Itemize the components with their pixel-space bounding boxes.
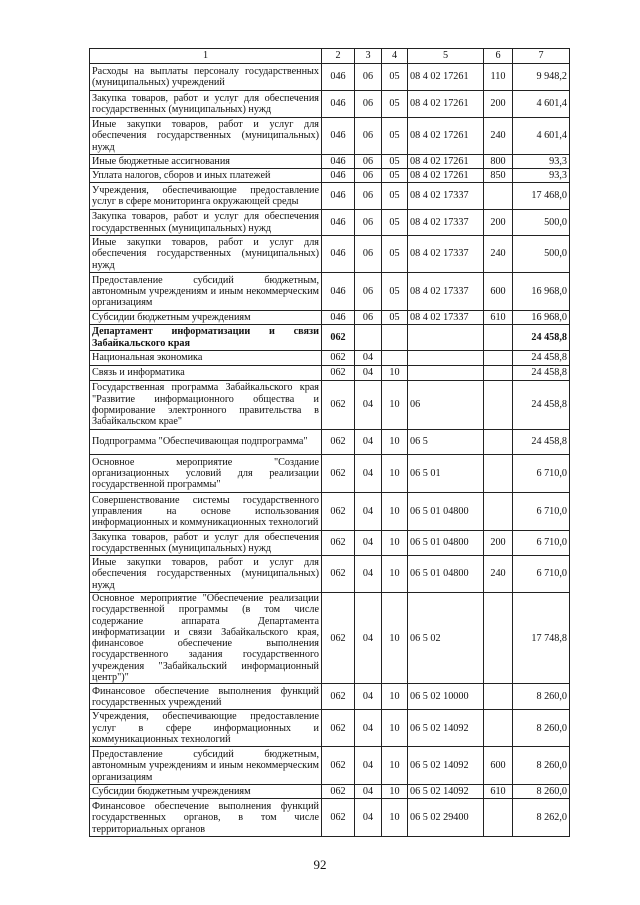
ministry-code: 062 [322, 366, 355, 381]
expense-type-code: 800 [484, 155, 513, 169]
section-code: 04 [355, 381, 382, 430]
column-header: 3 [355, 49, 382, 64]
target-article-code: 06 5 01 04800 [408, 556, 484, 593]
subsection-code: 05 [382, 155, 408, 169]
ministry-code: 062 [322, 381, 355, 430]
subsection-code: 10 [382, 710, 408, 747]
section-code: 06 [355, 64, 382, 91]
subsection-code [382, 325, 408, 351]
column-number-row [90, 49, 570, 64]
ministry-code: 062 [322, 351, 355, 366]
section-code: 04 [355, 710, 382, 747]
row-name: Основное мероприятие "Обеспечение реализации государственной программы (в том числе содержание аппарата Департамента информатизации и связи Забайкальского края, финансовое обеспечение выполнения государственного задания государственного учреждения "Забайкальский информационный центр")" [90, 593, 322, 684]
ministry-code: 046 [322, 273, 355, 311]
ministry-code: 046 [322, 169, 355, 183]
amount: 6 710,0 [513, 531, 570, 556]
amount: 24 458,8 [513, 430, 570, 455]
amount: 8 260,0 [513, 710, 570, 747]
column-header: 5 [408, 49, 484, 64]
amount: 17 748,8 [513, 593, 570, 684]
row-name: Совершенствование системы государственного управления на основе использования информационных и коммуникационных технологий [90, 493, 322, 531]
section-code: 06 [355, 311, 382, 325]
subsection-code: 10 [382, 799, 408, 837]
row-name: Основное мероприятие "Создание организационных условий для реализации государственной программы" [90, 455, 322, 493]
expense-type-code [484, 430, 513, 455]
section-code: 04 [355, 684, 382, 710]
expense-type-code: 110 [484, 64, 513, 91]
row-name: Иные бюджетные ассигнования [90, 155, 322, 169]
section-code: 04 [355, 455, 382, 493]
subsection-code: 10 [382, 366, 408, 381]
ministry-code: 046 [322, 118, 355, 155]
row-name: Департамент информатизации и связи Забайкальского края [90, 325, 322, 351]
table-row [90, 325, 570, 351]
table-row [90, 169, 570, 183]
subsection-code: 10 [382, 531, 408, 556]
table-row [90, 799, 570, 837]
expense-type-code: 200 [484, 210, 513, 236]
amount: 8 262,0 [513, 799, 570, 837]
section-code: 04 [355, 785, 382, 799]
ministry-code: 062 [322, 455, 355, 493]
expense-type-code [484, 799, 513, 837]
target-article-code: 08 4 02 17337 [408, 210, 484, 236]
table-row [90, 236, 570, 273]
amount: 500,0 [513, 210, 570, 236]
column-header: 2 [322, 49, 355, 64]
row-name: Уплата налогов, сборов и иных платежей [90, 169, 322, 183]
section-code: 06 [355, 183, 382, 210]
target-article-code: 08 4 02 17337 [408, 311, 484, 325]
table-row [90, 366, 570, 381]
ministry-code: 046 [322, 236, 355, 273]
section-code: 04 [355, 366, 382, 381]
target-article-code: 06 5 01 04800 [408, 493, 484, 531]
row-name: Предоставление субсидий бюджетным, автономным учреждениям и иным некоммерческим организациям [90, 273, 322, 311]
subsection-code: 10 [382, 430, 408, 455]
expense-type-code [484, 351, 513, 366]
subsection-code: 05 [382, 169, 408, 183]
expense-type-code: 600 [484, 747, 513, 785]
row-name: Иные закупки товаров, работ и услуг для обеспечения государственных (муниципальных) нужд [90, 118, 322, 155]
ministry-code: 046 [322, 210, 355, 236]
section-code: 06 [355, 236, 382, 273]
subsection-code: 05 [382, 64, 408, 91]
amount: 16 968,0 [513, 311, 570, 325]
ministry-code: 062 [322, 556, 355, 593]
amount: 93,3 [513, 169, 570, 183]
section-code: 04 [355, 799, 382, 837]
amount: 24 458,8 [513, 351, 570, 366]
amount: 17 468,0 [513, 183, 570, 210]
ministry-code: 062 [322, 747, 355, 785]
section-code: 04 [355, 593, 382, 684]
table-row [90, 155, 570, 169]
target-article-code: 08 4 02 17337 [408, 273, 484, 311]
section-code: 04 [355, 430, 382, 455]
table-row [90, 493, 570, 531]
expense-type-code [484, 493, 513, 531]
ministry-code: 062 [322, 684, 355, 710]
subsection-code: 05 [382, 273, 408, 311]
section-code: 06 [355, 210, 382, 236]
table-row [90, 351, 570, 366]
column-header: 4 [382, 49, 408, 64]
target-article-code: 08 4 02 17261 [408, 64, 484, 91]
expense-type-code: 600 [484, 273, 513, 311]
row-name: Подпрограмма "Обеспечивающая подпрограмма" [90, 430, 322, 455]
table-row [90, 381, 570, 430]
amount: 4 601,4 [513, 91, 570, 118]
expense-type-code: 240 [484, 556, 513, 593]
table-row [90, 455, 570, 493]
expense-type-code [484, 325, 513, 351]
expense-type-code [484, 381, 513, 430]
table-row [90, 710, 570, 747]
amount: 9 948,2 [513, 64, 570, 91]
target-article-code: 06 5 01 [408, 455, 484, 493]
subsection-code: 05 [382, 183, 408, 210]
target-article-code: 06 5 02 14092 [408, 710, 484, 747]
target-article-code: 08 4 02 17261 [408, 91, 484, 118]
target-article-code: 08 4 02 17261 [408, 118, 484, 155]
table-row [90, 785, 570, 799]
target-article-code: 06 5 02 29400 [408, 799, 484, 837]
target-article-code: 06 5 02 [408, 593, 484, 684]
row-name: Финансовое обеспечение выполнения функций государственных органов, в том числе территориальных органов [90, 799, 322, 837]
target-article-code: 06 5 02 14092 [408, 747, 484, 785]
ministry-code: 046 [322, 155, 355, 169]
expense-type-code: 200 [484, 91, 513, 118]
expense-type-code [484, 183, 513, 210]
expense-type-code [484, 455, 513, 493]
target-article-code: 08 4 02 17261 [408, 155, 484, 169]
row-name: Расходы на выплаты персоналу государственных (муниципальных) учреждений [90, 64, 322, 91]
subsection-code: 10 [382, 785, 408, 799]
ministry-code: 046 [322, 183, 355, 210]
column-header: 6 [484, 49, 513, 64]
expense-type-code [484, 684, 513, 710]
target-article-code [408, 325, 484, 351]
target-article-code: 08 4 02 17261 [408, 169, 484, 183]
table-row [90, 273, 570, 311]
subsection-code: 05 [382, 311, 408, 325]
row-name: Закупка товаров, работ и услуг для обеспечения государственных (муниципальных) нужд [90, 91, 322, 118]
table-row [90, 593, 570, 684]
row-name: Иные закупки товаров, работ и услуг для обеспечения государственных (муниципальных) нужд [90, 236, 322, 273]
amount: 24 458,8 [513, 366, 570, 381]
table-row [90, 556, 570, 593]
target-article-code: 06 5 01 04800 [408, 531, 484, 556]
amount: 6 710,0 [513, 556, 570, 593]
subsection-code: 10 [382, 747, 408, 785]
ministry-code: 062 [322, 593, 355, 684]
expense-type-code: 850 [484, 169, 513, 183]
target-article-code: 08 4 02 17337 [408, 183, 484, 210]
row-name: Связь и информатика [90, 366, 322, 381]
table-body [90, 64, 570, 837]
subsection-code: 10 [382, 455, 408, 493]
page-number: 92 [313, 857, 327, 872]
subsection-code: 10 [382, 381, 408, 430]
table-row [90, 430, 570, 455]
amount: 6 710,0 [513, 455, 570, 493]
ministry-code: 062 [322, 430, 355, 455]
expense-type-code: 200 [484, 531, 513, 556]
subsection-code [382, 351, 408, 366]
row-name: Субсидии бюджетным учреждениям [90, 785, 322, 799]
expense-type-code: 240 [484, 236, 513, 273]
amount: 93,3 [513, 155, 570, 169]
row-name: Иные закупки товаров, работ и услуг для обеспечения государственных (муниципальных) нужд [90, 556, 322, 593]
section-code: 06 [355, 155, 382, 169]
row-name: Учреждения, обеспечивающие предоставление услуг в сфере мониторинга окружающей среды [90, 183, 322, 210]
amount: 8 260,0 [513, 785, 570, 799]
section-code: 06 [355, 273, 382, 311]
amount: 500,0 [513, 236, 570, 273]
section-code: 04 [355, 747, 382, 785]
ministry-code: 062 [322, 785, 355, 799]
amount: 6 710,0 [513, 493, 570, 531]
table-row [90, 64, 570, 91]
section-code: 04 [355, 351, 382, 366]
ministry-code: 062 [322, 493, 355, 531]
column-header: 1 [90, 49, 322, 64]
expense-type-code: 610 [484, 785, 513, 799]
row-name: Государственная программа Забайкальского края "Развитие информационного общества и формирование электронного правительства в Забайкальском крае" [90, 381, 322, 430]
subsection-code: 10 [382, 684, 408, 710]
row-name: Закупка товаров, работ и услуг для обеспечения государственных (муниципальных) нужд [90, 210, 322, 236]
ministry-code: 062 [322, 325, 355, 351]
target-article-code: 06 [408, 381, 484, 430]
amount: 4 601,4 [513, 118, 570, 155]
amount: 8 260,0 [513, 747, 570, 785]
amount: 24 458,8 [513, 381, 570, 430]
budget-table [89, 48, 570, 837]
subsection-code: 10 [382, 593, 408, 684]
table-row [90, 311, 570, 325]
target-article-code: 08 4 02 17337 [408, 236, 484, 273]
expense-type-code: 240 [484, 118, 513, 155]
ministry-code: 062 [322, 531, 355, 556]
expense-type-code [484, 710, 513, 747]
row-name: Предоставление субсидий бюджетным, автономным учреждениям и иным некоммерческим организациям [90, 747, 322, 785]
section-code: 04 [355, 493, 382, 531]
amount: 16 968,0 [513, 273, 570, 311]
section-code: 06 [355, 91, 382, 118]
section-code: 04 [355, 531, 382, 556]
table-row [90, 183, 570, 210]
row-name: Закупка товаров, работ и услуг для обеспечения государственных (муниципальных) нужд [90, 531, 322, 556]
table-row [90, 118, 570, 155]
expense-type-code [484, 593, 513, 684]
amount: 8 260,0 [513, 684, 570, 710]
expense-type-code [484, 366, 513, 381]
subsection-code: 05 [382, 91, 408, 118]
ministry-code: 046 [322, 64, 355, 91]
target-article-code [408, 351, 484, 366]
row-name: Национальная экономика [90, 351, 322, 366]
ministry-code: 046 [322, 91, 355, 118]
expense-type-code: 610 [484, 311, 513, 325]
table-row [90, 91, 570, 118]
table-row [90, 747, 570, 785]
subsection-code: 05 [382, 210, 408, 236]
row-name: Финансовое обеспечение выполнения функций государственных учреждений [90, 684, 322, 710]
ministry-code: 062 [322, 799, 355, 837]
column-header: 7 [513, 49, 570, 64]
subsection-code: 05 [382, 236, 408, 273]
subsection-code: 10 [382, 493, 408, 531]
subsection-code: 05 [382, 118, 408, 155]
ministry-code: 062 [322, 710, 355, 747]
subsection-code: 10 [382, 556, 408, 593]
row-name: Учреждения, обеспечивающие предоставление услуг в сфере информационных и коммуникационных технологий [90, 710, 322, 747]
target-article-code: 06 5 [408, 430, 484, 455]
section-code: 04 [355, 556, 382, 593]
table-row [90, 531, 570, 556]
section-code [355, 325, 382, 351]
section-code: 06 [355, 169, 382, 183]
section-code: 06 [355, 118, 382, 155]
target-article-code: 06 5 02 10000 [408, 684, 484, 710]
ministry-code: 046 [322, 311, 355, 325]
table-row [90, 684, 570, 710]
amount: 24 458,8 [513, 325, 570, 351]
table-row [90, 210, 570, 236]
target-article-code [408, 366, 484, 381]
target-article-code: 06 5 02 14092 [408, 785, 484, 799]
row-name: Субсидии бюджетным учреждениям [90, 311, 322, 325]
